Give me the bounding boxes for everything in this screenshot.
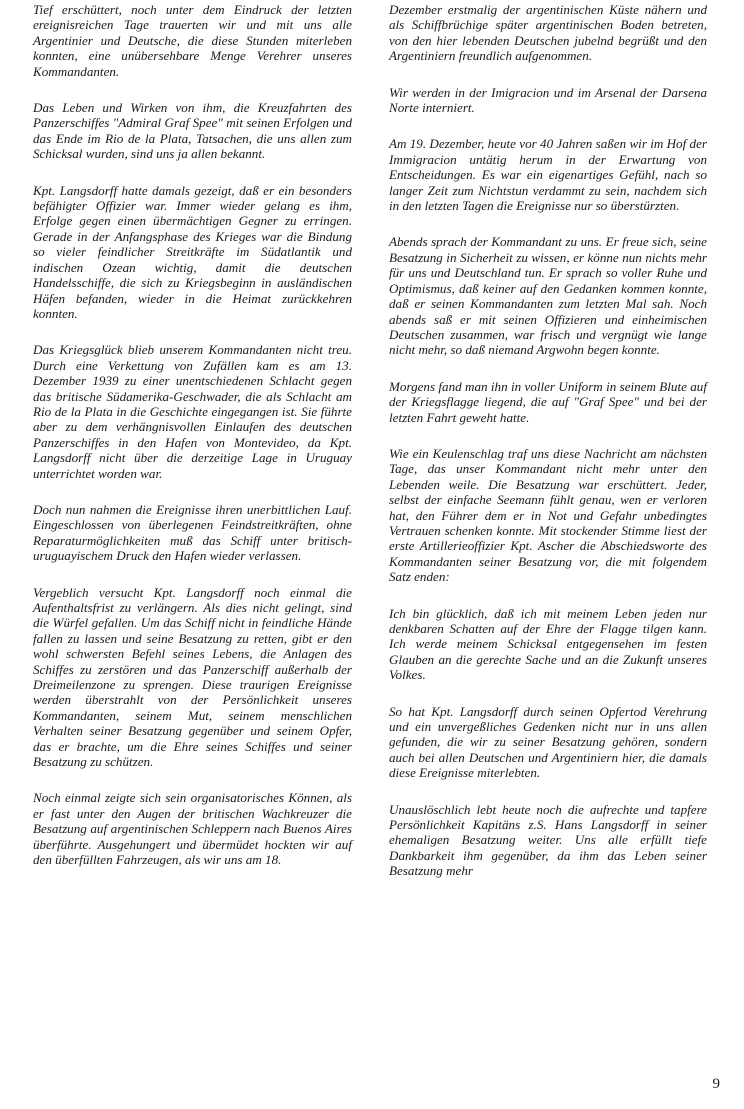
paragraph: Kpt. Langsdorff hatte damals gezeigt, daß er ein besonders befähigter Offizier war. Immer wieder gelang es ihm, Erfolge gegen einen übermächtigen Gegner zu erringen. Gerade in der Anfangsphase des Krieges war die Bindung so vieler feindlicher Streitkräfte im Südatlantik und indischen Ozean wichtig, damit die deutschen Handelsschiffe, die sich zu Kriegsbeginn in ausländischen Häfen befanden, wieder in die Heimat zurückkehren konnten.: [33, 182, 352, 321]
paragraph: Am 19. Dezember, heute vor 40 Jahren saßen wir im Hof der Immigracion untätig herum in der Erwartung von Entscheidungen. Es war ein eigenartiges Gefühl, nach so langer Zeit zum Nichtstun verdammt zu sein, nachdem sich in den letzten Tagen die Ereignisse nur so überstürzten.: [389, 136, 707, 214]
paragraph: Morgens fand man ihn in voller Uniform in seinem Blute auf der Kriegsflagge liegend, die auf "Graf Spee" und bei der letzten Fahrt geweht hatte.: [389, 378, 707, 425]
paragraph: Ich bin glücklich, daß ich mit meinem Leben jeden nur denkbaren Schatten auf der Ehre der Flagge tilgen kann. Ich werde meinem Schicksal entgegensehen im festen Glauben an die gerechte Sache und an die Zukunft unseres Volkes.: [389, 605, 707, 683]
paragraph: Noch einmal zeigte sich sein organisatorisches Können, als er fast unter den Augen der britischen Wachkreuzer die Besatzung auf argentinischen Schleppern nach Buenos Aires überführte. Ausgehungert und übermüdet hockten wir auf den überfüllten Fahrzeugen, als wir uns am 18.: [33, 790, 352, 868]
paragraph: Doch nun nahmen die Ereignisse ihren unerbittlichen Lauf. Eingeschlossen von überlegenen Feindstreitkräften, ohne Reparaturmöglichkeiten muß das Schiff unter britisch-uruguayischem Druck den Hafen wieder verlassen.: [33, 501, 352, 564]
paragraph: Wie ein Keulenschlag traf uns diese Nachricht am nächsten Tage, das unser Kommandant nicht mehr unter den Lebenden weile. Die Besatzung war erschüttert. Jeder, selbst der einfache Seemann fühlt genau, wen er verloren hat, den Führer dem er in Not und Gefahr unbedingtes Vertrauen schenken konnte. Mit stockender Stimme liest der erste Artillerieoffizier Kpt. Ascher die Abschiedsworte des Kommandanten seiner Besatzung vor, die mit folgendem Satz enden:: [389, 445, 707, 585]
paragraph: Vergeblich versucht Kpt. Langsdorff noch einmal die Aufenthaltsfrist zu verlängern. Als dies nicht gelingt, sind die Würfel gefallen. Um das Schiff nicht in feindliche Hände fallen zu lassen und seine Besatzung zu retten, gibt er den wohl schwersten Befehl seines Lebens, die Anlagen des Schiffes zu zerstören und das Panzerschiff außerhalb der Dreimeilenzone zu sprengen. Diese traurigen Ereignisse werden überstrahlt von der Persönlichkeit unseres Kommandanten, seinem Mut, seinem menschlichen Verhalten seiner Besatzung gegenüber und seinem Opfer, das er brachte, um die Ehre seines Schiffes und seiner Besatzung zu schützen.: [33, 584, 352, 770]
right-column: [389, 2, 707, 900]
page-number: 9: [712, 1076, 720, 1092]
paragraph: Tief erschüttert, noch unter dem Eindruck der letzten ereignisreichen Tage trauerten wir und mit uns alle Argentinier und Deutsche, die diese Stunden miterleben konnten, eine unübersehbare Menge Verehrer unseres Kommandanten.: [33, 2, 352, 79]
paragraph: Wir werden in der Imigracion und im Arsenal der Darsena Norte interniert.: [389, 84, 707, 116]
paragraph: So hat Kpt. Langsdorff durch seinen Opfertod Verehrung und ein unvergeßliches Gedenken nicht nur in uns allen gefunden, die wir zu seiner Besatzung gehören, sondern auch bei allen Deutschen und Argentiniern hier, die damals diese Ereignisse miterlebten.: [389, 703, 707, 781]
paragraph: Das Leben und Wirken von ihm, die Kreuzfahrten des Panzerschiffes "Admiral Graf Spee" mit seinen Erfolgen und das Ende im Rio de la Plata, Tatsachen, die uns allen zum Schicksal wurden, sind uns ja allen bekannt.: [33, 100, 352, 162]
left-column: [33, 2, 352, 889]
paragraph: Dezember erstmalig der argentinischen Küste nähern und als Schiffbrüchige später argentinischen Boden betreten, von den hier lebenden Deutschen jubelnd begrüßt und den Argentiniern freundlich aufgenommen.: [389, 2, 707, 64]
paragraph: Unauslöschlich lebt heute noch die aufrechte und tapfere Persönlichkeit Kapitäns z.S. Hans Langsdorff in seiner ehemaligen Besatzung weiter. Uns alle erfüllt tiefe Dankbarkeit ihm gegenüber, da ihm das Leben seiner Besatzung mehr: [389, 801, 707, 879]
paragraph: Das Kriegsglück blieb unserem Kommandanten nicht treu. Durch eine Verkettung von Zufällen kam es am 13. Dezember 1939 zu einer unentschiedenen Schlacht gegen das britische Südamerika-Geschwader, die als Schlacht am Rio de la Plata in die Geschichte eingegangen ist. Sie führte aber zu dem verhängnisvollen Einlaufen des deutschen Panzerschiffes in den Hafen von Montevideo, da Kpt. Langsdorff nicht über die derzeitige Lage in Uruguay unterrichtet worden war.: [33, 342, 352, 481]
paragraph: Abends sprach der Kommandant zu uns. Er freue sich, seine Besatzung in Sicherheit zu wissen, er könne nun nichts mehr für uns und Deutschland tun. Er sprach so voller Ruhe und Optimismus, daß keiner auf den Gedanken kommen konnte, daß er seinen Kommandanten zum letzten Mal sah. Noch abends saß er mit seinen Offizieren und einheimischen Deutschen zusammen, war frisch und vergnügt wie lange nicht mehr, so daß niemand Argwohn begen konnte.: [389, 234, 707, 358]
